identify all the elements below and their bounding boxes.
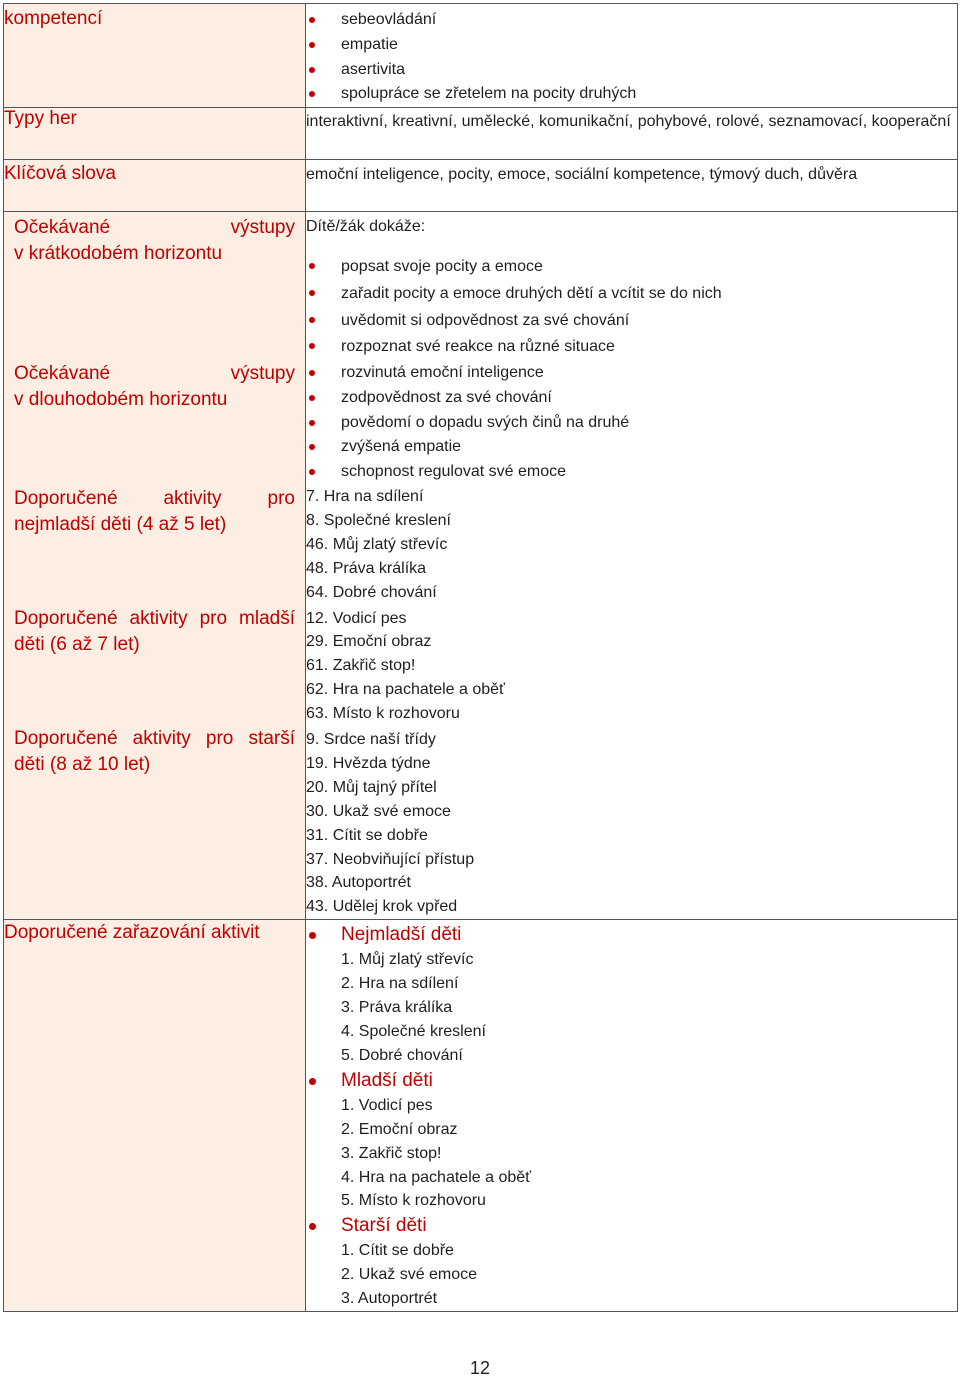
list-item: empatie	[306, 33, 957, 58]
list-item: 37. Neobviňující přístup	[306, 850, 475, 868]
label-older: Doporučené aktivity pro starší děti (8 až 10 let)	[14, 728, 295, 776]
row-kompetenci	[4, 4, 958, 108]
list-item: schopnost regulovat své emoce	[306, 460, 957, 485]
list-item: 12. Vodicí pes	[306, 609, 407, 627]
list-item: 5. Místo k rozhovoru	[341, 1192, 486, 1210]
group-youngest	[306, 922, 957, 1068]
list-item: rozpoznat své reakce na různé situace	[306, 334, 957, 361]
list-item: 31. Cítit se dobře	[306, 826, 428, 844]
row-label: Klíčová slova	[4, 160, 306, 212]
group-title: Starší děti	[306, 1213, 957, 1239]
row-value: interaktivní, kreativní, umělecké, komunikační, pohybové, rolové, seznamovací, kooperační	[306, 108, 958, 160]
list-item: 1. Můj zlatý střevíc	[341, 951, 474, 969]
list-item: 48. Práva králíka	[306, 559, 427, 577]
list-item: asertivita	[306, 58, 957, 83]
group-title: Nejmladší děti	[306, 922, 957, 948]
short-term-list	[306, 254, 957, 361]
list-item: zvýšená empatie	[306, 435, 957, 460]
list-item: 46. Můj zlatý střevíc	[306, 535, 448, 553]
row-typy-her	[4, 108, 958, 160]
list-item: 29. Emoční obraz	[306, 633, 432, 651]
row-klicova-slova	[4, 160, 958, 212]
list-item: povědomí o dopadu svých činů na druhé	[306, 411, 957, 436]
list-item: 63. Místo k rozhovoru	[306, 705, 460, 723]
list-item: 38. Autoportrét	[306, 874, 411, 892]
list-item: 20. Můj tajný přítel	[306, 778, 437, 796]
list-item: 4. Společné kreslení	[341, 1023, 486, 1041]
row-value	[306, 212, 958, 920]
activity-table	[3, 3, 958, 1312]
row-value: emoční inteligence, pocity, emoce, sociální kompetence, týmový duch, důvěra	[306, 160, 958, 212]
list-item: 2. Emoční obraz	[341, 1120, 458, 1138]
list-item: 2. Ukaž své emoce	[341, 1266, 478, 1284]
intro-text: Dítě/žák dokáže:	[306, 218, 426, 236]
list-item: 61. Zakřič stop!	[306, 657, 416, 675]
list-item: 1. Vodicí pes	[341, 1096, 433, 1114]
row-label: Doporučené zařazování aktivit	[4, 920, 306, 1312]
row-label	[4, 212, 306, 920]
list-item: 3. Zakřič stop!	[341, 1144, 442, 1162]
list-item: 3. Práva králíka	[341, 999, 453, 1017]
row-value	[306, 920, 958, 1312]
list-item: 7. Hra na sdílení	[306, 487, 424, 505]
list-item: 8. Společné kreslení	[306, 511, 451, 529]
list-item: zodpovědnost za své chování	[306, 386, 957, 411]
group-title: Mladší děti	[306, 1068, 957, 1094]
row-zarazovani	[4, 920, 958, 1312]
list-item: spolupráce se zřetelem na pocity druhých	[306, 82, 957, 107]
list-item: 3. Autoportrét	[341, 1290, 438, 1308]
list-item: 43. Udělej krok vpřed	[306, 898, 458, 916]
group-younger	[306, 1068, 957, 1214]
list-item: zařadit pocity a emoce druhých dětí a vcítit se do nich	[306, 281, 957, 308]
list-item: 9. Srdce naší třídy	[306, 731, 436, 749]
label-younger: Doporučené aktivity pro mladší děti (6 až 7 let)	[14, 608, 295, 656]
list-item: 62. Hra na pachatele a oběť	[306, 681, 506, 699]
row-label: Typy her	[4, 108, 306, 160]
row-outcomes-activities	[4, 212, 958, 920]
long-term-list	[306, 361, 957, 485]
row-label: kompetencí	[4, 4, 306, 108]
list-item: popsat svoje pocity a emoce	[306, 254, 957, 281]
list-item: 1. Cítit se dobře	[341, 1242, 454, 1260]
older-activities	[306, 728, 957, 919]
label-long-term: Očekávané výstupy v dlouhodobém horizontu	[14, 363, 295, 411]
list-item: 19. Hvězda týdne	[306, 754, 431, 772]
list-item: sebeovládání	[306, 8, 957, 33]
list-item: uvědomit si odpovědnost za své chování	[306, 308, 957, 335]
label-short-term: Očekávané výstupy v krátkodobém horizontu	[14, 217, 295, 265]
label-youngest: Doporučené aktivity pro nejmladší děti (4 až 5 let)	[14, 488, 295, 536]
list-item: 2. Hra na sdílení	[341, 975, 459, 993]
group-older	[306, 1213, 957, 1311]
list-item: 30. Ukaž své emoce	[306, 802, 451, 820]
list-item: 5. Dobré chování	[341, 1046, 463, 1064]
row-value	[306, 4, 958, 108]
page-number: 12	[469, 1358, 491, 1378]
competence-list	[306, 8, 957, 107]
list-item: 4. Hra na pachatele a oběť	[341, 1168, 532, 1186]
younger-activities	[306, 607, 957, 727]
youngest-activities	[306, 485, 957, 605]
list-item: rozvinutá emoční inteligence	[306, 361, 957, 386]
list-item: 64. Dobré chování	[306, 583, 437, 601]
